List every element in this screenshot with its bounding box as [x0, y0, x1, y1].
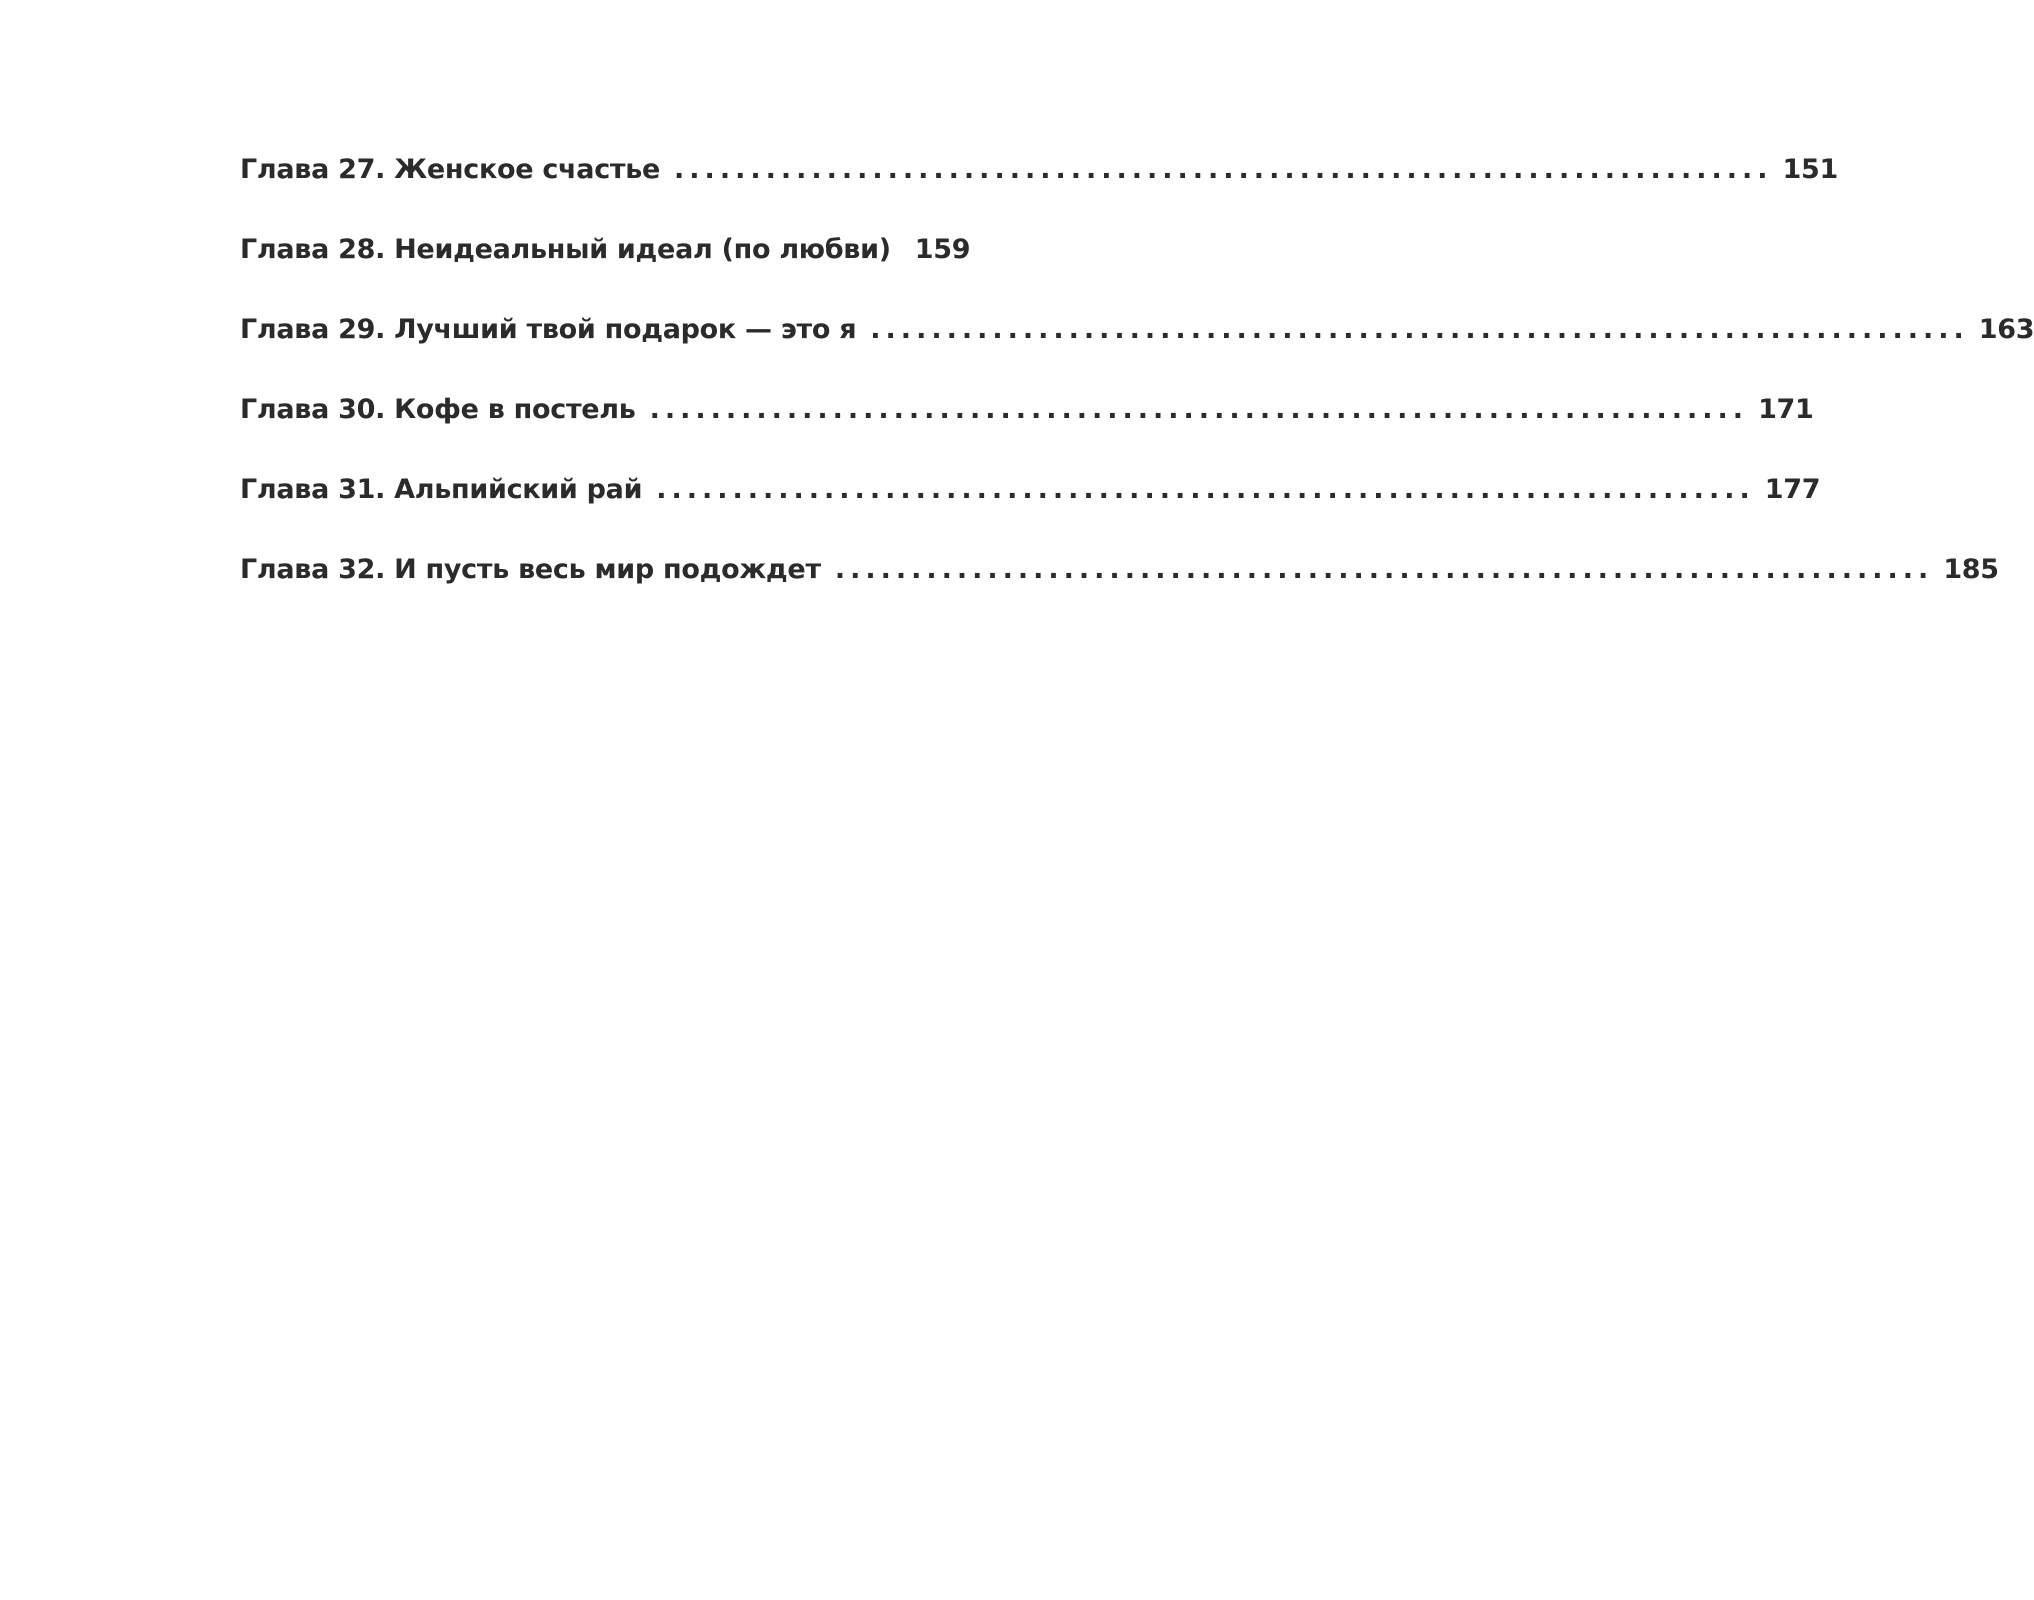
toc-entry-page: 185 — [1943, 554, 1999, 585]
dot-leader: ........................................................................ — [834, 554, 1934, 585]
toc-entry — [240, 234, 971, 314]
toc-entry-title: Глава 27. Женское счастье — [240, 154, 661, 185]
toc-entry — [240, 314, 2034, 394]
toc-entry — [240, 554, 1999, 634]
toc-entry-title: Глава 30. Кофе в постель — [240, 394, 636, 425]
table-of-contents — [240, 154, 2034, 634]
toc-entry-page: 177 — [1764, 474, 1821, 505]
toc-entry-page: 151 — [1782, 154, 1839, 185]
toc-entry-title: Глава 28. Неидеальный идеал (по любви) — [240, 234, 891, 265]
toc-entry — [240, 394, 1814, 474]
dot-leader: ........................................................................ — [674, 154, 1773, 185]
dot-leader: ........................................................................ — [870, 314, 1969, 345]
toc-entry — [240, 154, 1839, 234]
toc-entry-page: 171 — [1758, 394, 1814, 425]
toc-entry-title: Глава 31. Альпийский рай — [240, 474, 643, 505]
toc-entry-page: 159 — [914, 234, 971, 265]
toc-entry — [240, 474, 1821, 554]
dot-leader: ........................................................................ — [649, 394, 1749, 425]
toc-entry-title: Глава 29. Лучший твой подарок — это я — [240, 314, 857, 345]
toc-entry-page: 163 — [1978, 314, 2034, 345]
toc-entry-title: Глава 32. И пусть весь мир подождет — [240, 554, 821, 585]
dot-leader: ........................................................................ — [656, 474, 1755, 505]
